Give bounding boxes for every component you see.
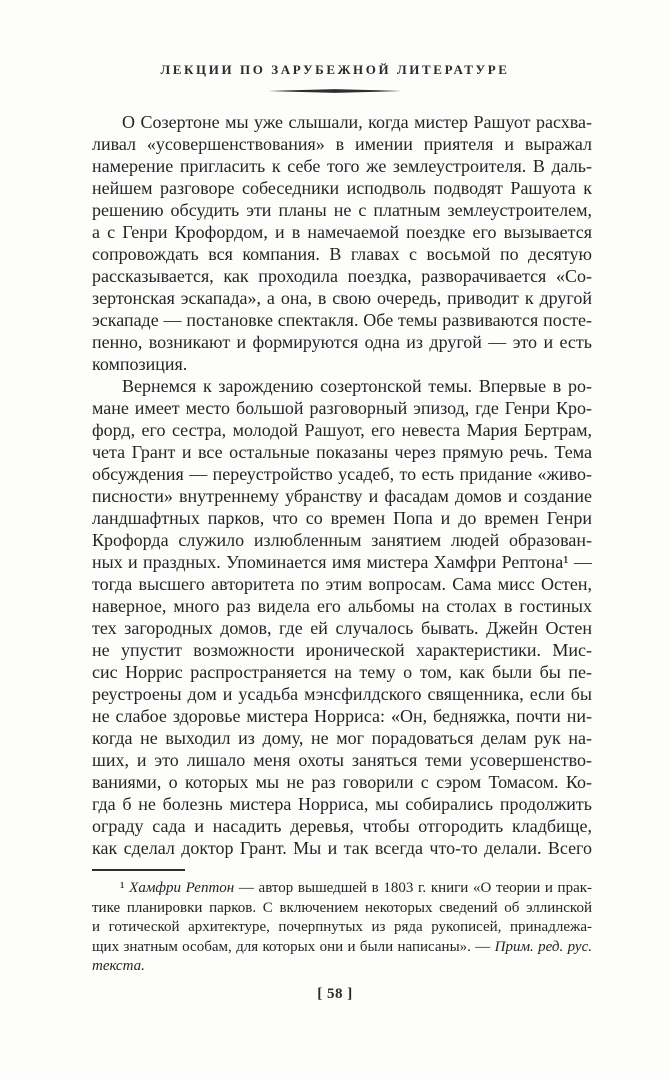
footnote-text-segment: — автор вышедшей в 1803 г. книги «О теории и прак- xyxy=(234,880,592,896)
text-line: не упустит возможности иронической характеристики. Мис- xyxy=(92,640,592,660)
text-line: ландшафтных парков, что со времен Попа и до времен Генри xyxy=(92,508,592,528)
footnote-line xyxy=(92,879,592,899)
text-line: наверное, много раз видела его альбомы на столах в гостиных xyxy=(92,596,592,616)
text-line: сопровождать вся компания. В главах с восьмой по десятую xyxy=(92,244,592,264)
text-line: обсуждения — переустройство усадеб, то есть придание «живо- xyxy=(92,464,592,484)
text-line: ваниями, о которых мы не раз говорили с сэром Томасом. Ко- xyxy=(92,772,592,792)
footnote-separator xyxy=(92,869,185,871)
text-line: пенно, возникают и формируются одна из другой — это и есть xyxy=(92,332,592,352)
text-line: а с Генри Крофордом, и в намечаемой поездке его вызывается xyxy=(92,222,592,242)
text-line: чета Грант и все остальные показаны через прямую речь. Тема xyxy=(92,442,592,462)
footnote xyxy=(92,879,592,977)
paragraph xyxy=(92,111,592,375)
text-line: писности» внутреннему убранству и фасадам домов и создание xyxy=(92,486,592,506)
text-line: Вернемся к зарождению созертонской темы. Впервые в ро- xyxy=(122,376,592,396)
text-line: форд, его сестра, молодой Рашуот, его невеста Мария Бертрам, xyxy=(92,420,592,440)
paragraph xyxy=(92,375,592,859)
text-line: тогда высшего авторитета по этим вопросам. Сама мисс Остен, xyxy=(92,574,592,594)
body-text xyxy=(92,111,592,859)
text-line: намерение пригласить к себе того же землеустроителя. В даль- xyxy=(92,156,592,176)
text-line: эскападе — постановке спектакля. Обе темы развиваются посте- xyxy=(92,310,592,330)
text-line: Крофорда служило излюбленным занятием людей образован- xyxy=(92,530,592,550)
text-line: О Созертоне мы уже слышали, когда мистер Рашуот расхва- xyxy=(122,112,592,132)
text-line: ливал «усовершенствования» в имении приятеля и выражал xyxy=(92,134,592,154)
page-number: [ 58 ] xyxy=(317,986,353,1002)
header-ornament-rule xyxy=(268,89,402,93)
text-line: решению обсудить эти планы не с платным землеустроителем, xyxy=(92,200,592,220)
text-line: нейшем разговоре собеседники исподволь подводят Рашуота к xyxy=(92,178,592,198)
footnote-line xyxy=(92,938,592,958)
footnote-text-segment: щих знатным особам, для которых они и были написаны». — xyxy=(92,938,495,955)
text-line: как сделал доктор Грант. Мы и так всегда что-то делали. Всего xyxy=(92,838,592,858)
text-line: тех загородных домов, где ей случалось бывать. Джейн Остен xyxy=(92,618,592,638)
footnote-line xyxy=(92,899,592,919)
footnote-italic-segment: Прим. ред. рус. xyxy=(494,938,592,955)
text-line: реустроены дом и усадьба мэнсфилдского священника, если бы xyxy=(92,684,592,704)
text-line: ших, и это лишало меня охоты заняться теми усовершенство- xyxy=(92,750,592,770)
text-line: композиция. xyxy=(92,354,188,374)
text-line: зертонская эскапада», а она, в свою очередь, приводит к другой xyxy=(92,288,592,308)
footnote-line xyxy=(92,957,592,977)
text-line: мане имеет место большой разговорный эпизод, где Генри Кро- xyxy=(92,398,592,418)
footnote-italic-segment: Хамфри Рептон xyxy=(129,880,235,896)
text-line: не слабое здоровье мистера Норриса: «Он, бедняжка, почти ни- xyxy=(92,706,592,726)
text-line: рассказывается, как проходила поездка, разворачивается «Со- xyxy=(92,266,592,286)
text-line: когда не выходил из дому, не мог порадоваться делам рук на- xyxy=(92,728,592,748)
footnote-italic-segment: текста. xyxy=(92,958,145,974)
text-line: ограду сада и насадить деревья, чтобы отгородить кладбище, xyxy=(92,816,592,836)
text-line: сис Норрис распространяется на тему о том, как были бы пе- xyxy=(92,662,592,682)
footnote-text-segment: тике планировки парков. С включением некоторых сведений об эллинской xyxy=(92,899,592,916)
footnote-text-segment: и готической архитектуре, почерпнутых из ряда рукописей, принадлежа- xyxy=(92,919,592,935)
footnote-text-segment: ¹ xyxy=(120,880,130,896)
footnote-line xyxy=(92,918,592,938)
running-head: ЛЕКЦИИ ПО ЗАРУБЕЖНОЙ ЛИТЕРАТУРЕ xyxy=(160,62,510,77)
text-line: гда б не болезнь мистера Норриса, мы собирались продолжить xyxy=(92,794,592,814)
text-line: ных и праздных. Упоминается имя мистера Хамфри Рептона¹ — xyxy=(92,552,592,572)
